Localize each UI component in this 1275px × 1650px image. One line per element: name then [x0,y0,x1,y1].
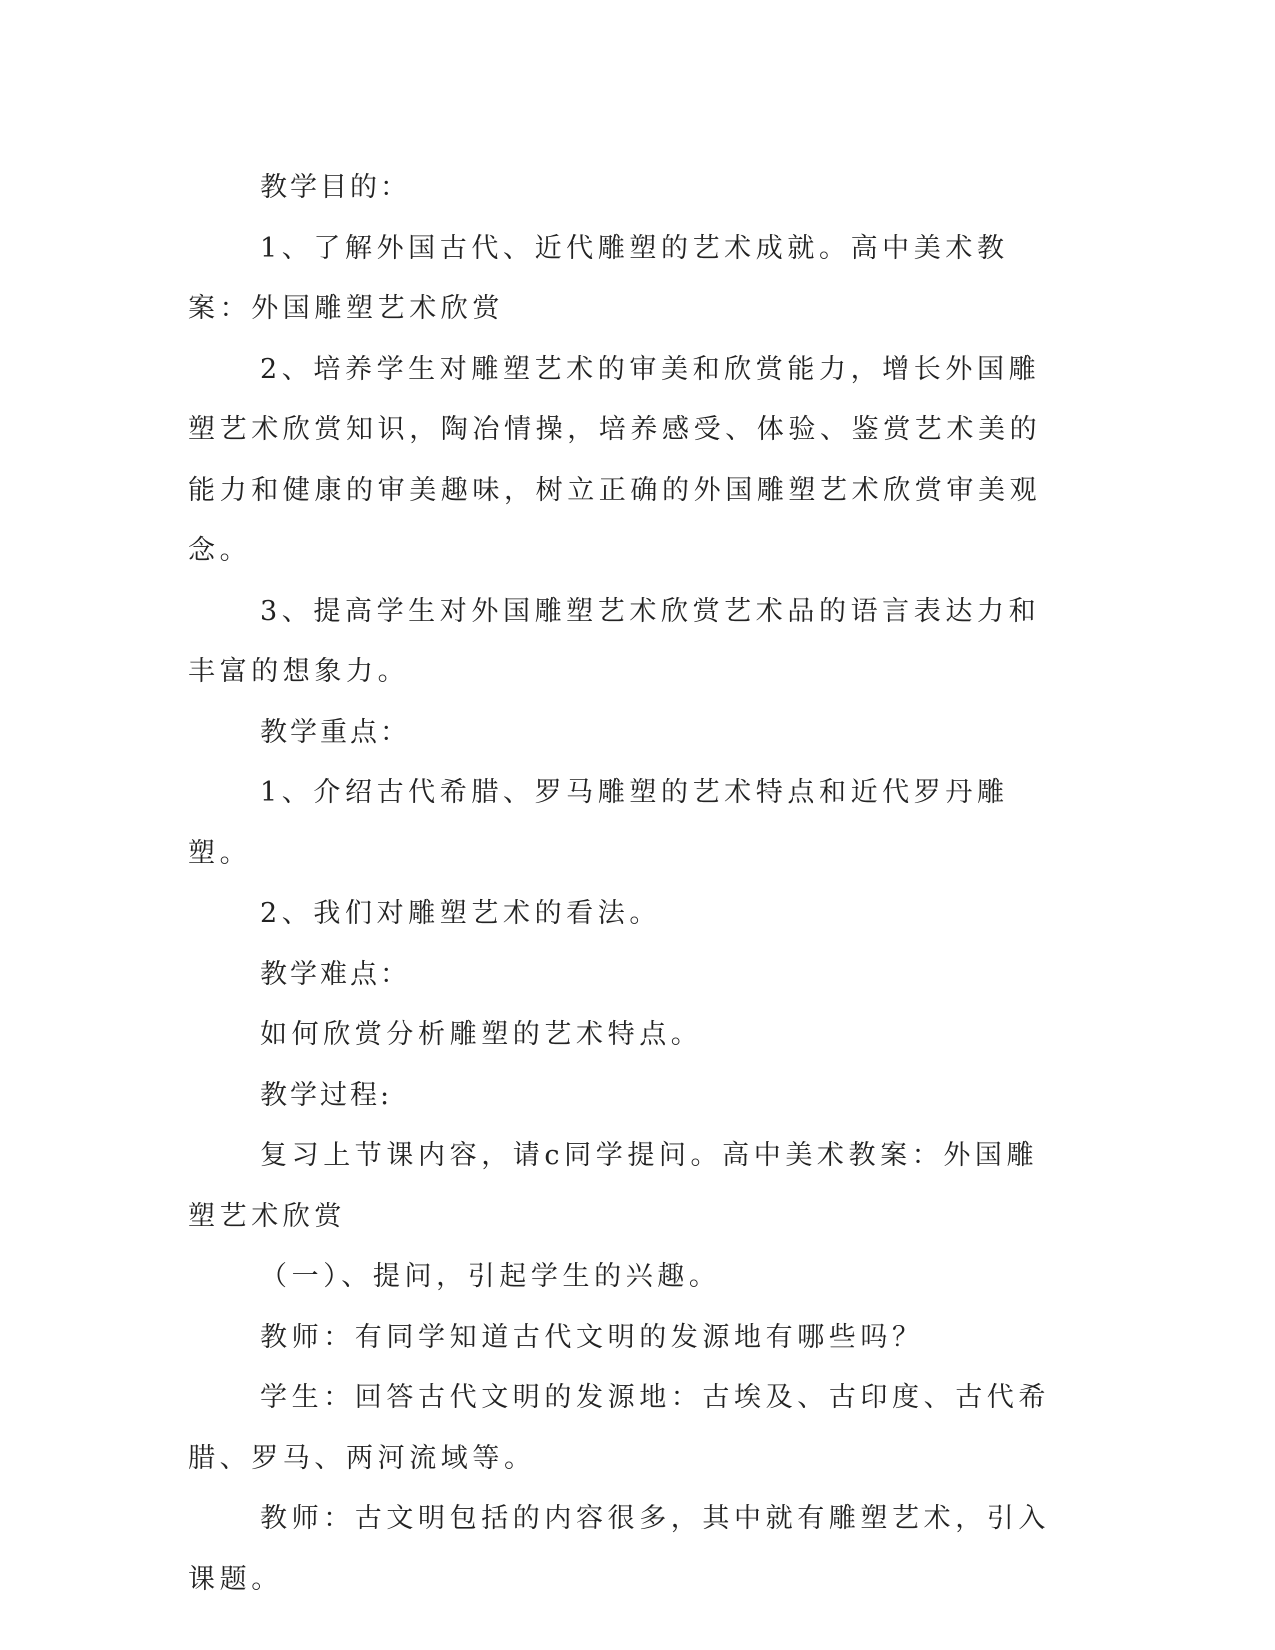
difficulty-item: 如何欣赏分析雕塑的艺术特点。 [260,1019,703,1050]
objective-item: 2、培养学生对雕塑艺术的审美和欣赏能力，增长外国雕塑艺术欣赏知识，陶冶情操，培养感受、体验、鉴赏艺术美的能力和健康的审美趣味，树立正确的外国雕塑艺术欣赏审美观念。 [188,353,1042,566]
dialogue-paragraph: 教师：有同学知道古代文明的发源地有哪些吗？ [260,1321,924,1353]
difficulties-heading: 教学难点： [260,958,410,990]
objective-item: 3、提高学生对外国雕塑艺术欣赏艺术品的语言表达力和丰富的想象力。 [188,595,1041,687]
process-paragraph: （一）、提问，引起学生的兴趣。 [260,1261,721,1292]
dialogue-paragraph: 学生：回答古代文明的发源地：古埃及、古印度、古代希腊、罗马、两河流域等。 [188,1382,1050,1474]
objectives-heading: 教学目的： [260,172,410,203]
key-points-heading: 教学重点： [260,716,410,748]
process-paragraph: 复习上节课内容，请c同学提问。高中美术教案：外国雕塑艺术欣赏 [188,1140,1039,1232]
key-point-item: 1、介绍古代希腊、罗马雕塑的艺术特点和近代罗丹雕塑。 [188,777,1009,869]
dialogue-paragraph: 教师：古文明包括的内容很多，其中就有雕塑艺术，引入课题。 [188,1503,1050,1595]
process-heading: 教学过程: [260,1079,393,1111]
objective-item: 1、了解外国古代、近代雕塑的艺术成就。高中美术教案：外国雕塑艺术欣赏 [188,232,1009,324]
document-body [188,158,1060,1610]
key-point-item: 2、我们对雕塑艺术的看法。 [260,898,661,929]
